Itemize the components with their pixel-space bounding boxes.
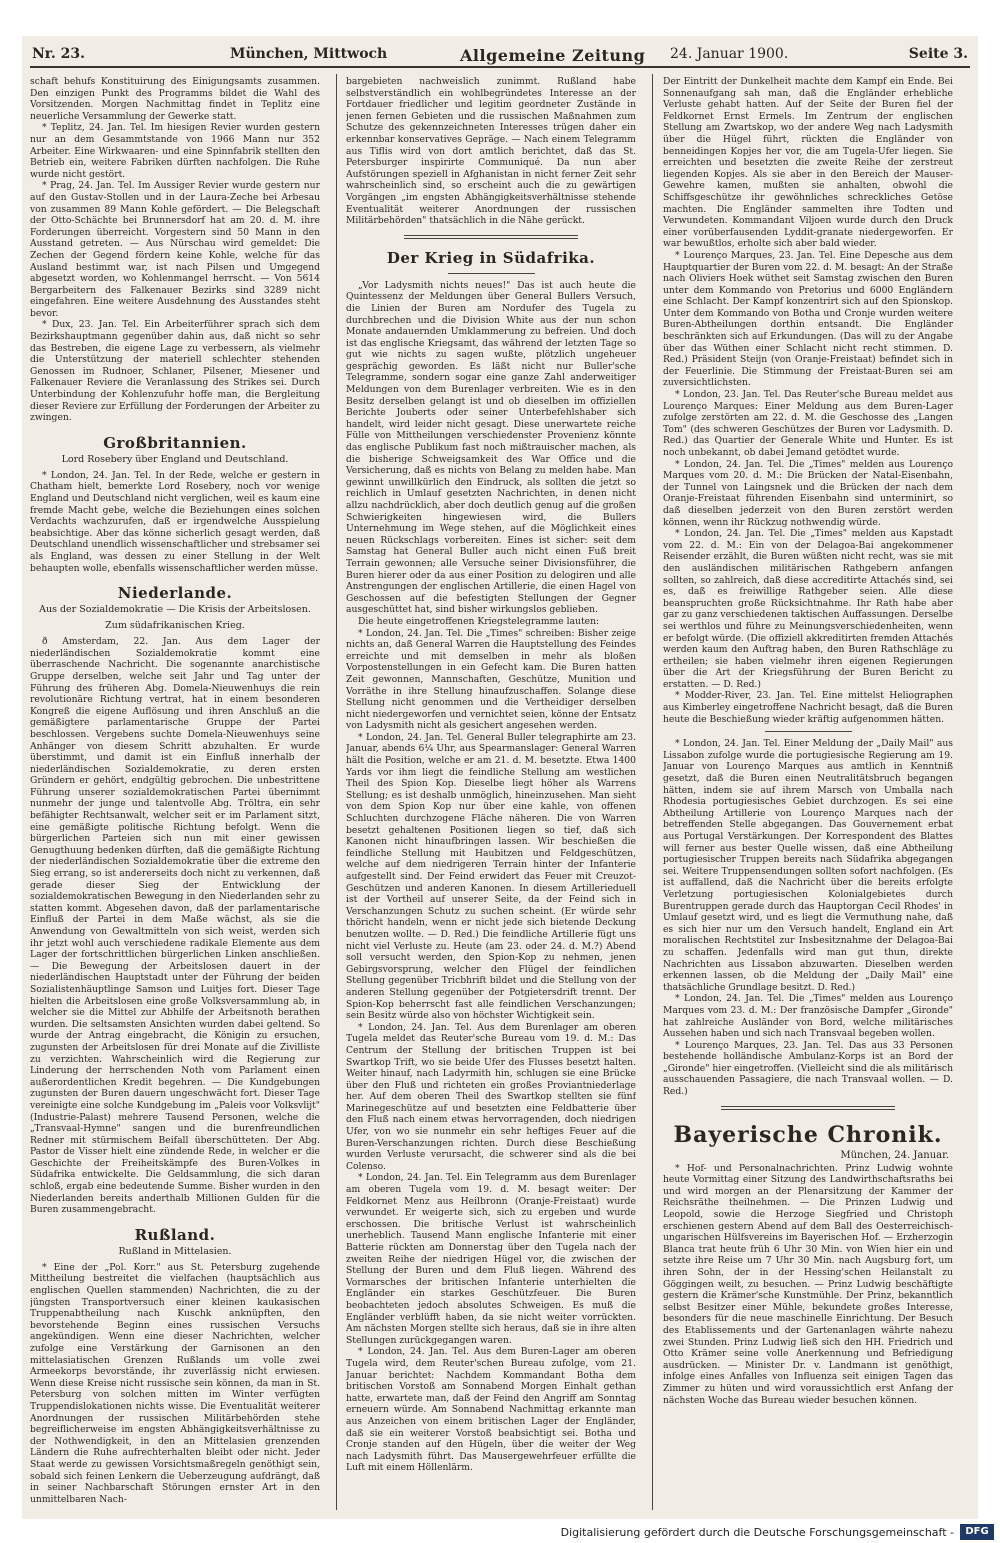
article-paragraph: * Lourenço Marques, 23. Jan. Tel. Eine Depesche aus dem Hauptquartier der Buren vom 22. d. M. besagt: An der Straße nach Oliviers Hoek wüthet seit Samstag zwischen den Buren unter dem Kommando von Pretorius und 6000 Engländern eine Schlacht. Der Kampf konzentrirt sich auf den Spionskop. Unter dem Kommando von Botha und Cronje wurden weitere Buren-Abtheilungen dorthin entsandt. Die Engländer beschränkten sich auf Erkundungen. (Das will zu der Angabe über das Wüthen einer Schlacht nicht recht stimmen. D. Red.) Präsident Steijn (von Oranje-Freistaat) befindet sich in der Feuerlinie. Die Stimmung der Freistaat-Buren sei am zuversichtlichsten. — [663, 249, 953, 389]
article-paragraph: * London, 24. Jan. Tel. In der Rede, welche er gestern in Chatham hielt, bemerkte Lord Rosebery, noch vor wenige England und Deutschland nicht verglichen, weil es kaum eine fremde Macht gebe, welche die Beziehungen eines solchen Verdachts wachzurufen, daß er irgendwelche Ausspielung beabsichtige. Aber das könne sicherlich gesagt werden, daß Deutschland unendlich wissenschaftlicher und strebsamer sei als England, was dessen zu einer Stellung in der Welt behaupten wolle, ebenfalls wissenschaftlicher werden müsse. — [30, 469, 320, 574]
dateline: München, 24. Januar. — [840, 1149, 949, 1161]
section-divider — [765, 731, 852, 732]
section-divider — [404, 235, 578, 239]
section-subheading: Zum südafrikanischen Krieg. — [105, 620, 245, 632]
section-subheading: Lord Rosebery über England und Deutschland. — [61, 453, 289, 465]
column-1 — [30, 76, 320, 1508]
article-paragraph: „Vor Ladysmith nichts neues!" Das ist auch heute die Quintessenz der Meldungen über General Bullers Versuch, die Linien der Buren am Nordufer des Tugela zu durchbrechen und die Division White aus der nun schon Monate andauernden Umklammerung zu befreien. Und doch ist das englische Kriegsamt, das während der letzten Tage so gut wie nichts zu sagen wußte, plötzlich ungeheuer gesprächig geworden. Es läßt nicht nur Buller'sche Telegramme, sondern sogar eine ganze Zahl anderweitiger Meldungen von dem Burenlager verbreiten. Wie es in den Besitz derselben gelangt ist und ob dieselben im offiziellen Berichte Jouberts oder seiner Unterbefehlshaber sich handelt, wird leider nicht gesagt. Diese unerwartete reiche Fülle von Mittheilungen verschiedenster Provenienz könnte das englische Publikum fast noch mißtrauischer machen, als die bisherige Schweigsamkeit des War Office und die Versicherung, daß es nichts von Belang zu melden habe. Man gewinnt unwillkürlich den Eindruck, als sollten die jetzt so reichlich in Umlauf gesetzten Nachrichten, in denen nicht allzu nachdrücklich, aber doch deutlich genug auf die großen Schwierigkeiten hingewiesen wird, die Bullers Unternehmung im Wege stehen, auf die Möglichkeit eines neuen Rückschlags vorbereiten. Eines ist sicher: seit dem Samstag hat General Buller auch nicht einen Fuß breit Terrain gewonnen; alle Versuche seiner Divisionsführer, die Buren hierer oder da aus einer Position zu delogiren und alle Anstrengungen der englischen Artillerie, die einen Hagel von Geschossen auf die befestigten Stellungen der Gegner ausgeschüttet hat, sind bisher wirkungslos geblieben. — [346, 279, 636, 616]
section-subheading: Rußland in Mittelasien. — [118, 1245, 232, 1257]
article-paragraph: Die heute eingetroffenen Kriegstelegramme lauten: — [358, 615, 600, 627]
section-heading-krieg: Der Krieg in Südafrika. — [386, 248, 596, 267]
article-paragraph: * Hof- und Personalnachrichten. Prinz Ludwig wohnte heute Vormittag einer Sitzung des Landwirthschaftsraths bei und wird morgen an der Plenarsitzung der Kammer der Reichsräthe theilnehmen. — Die Prinzen Ludwig und Leopold, sowie die Herzoge Siegfried und Christoph erschienen gestern Abend auf dem Ball des Oesterreichisch-ungarischen Hülfsvereins im Bayerischen Hof. — Erzherzogin Blanca trat heute früh 6 Uhr 30 Min. von Wien hier ein und setzte ihre Reise um 7 Uhr 30 Min. nach Augsburg fort, um ihren Sohn, der in der Hessing'schen Heilanstalt zu Göggingen weilt, zu besuchen. — Prinz Ludwig beschäftigte gestern die Krämer'sche Kunstmühle. Der Prinz, bekanntlich selbst Besitzer einer Mühle, bekundete großes Interesse, besonders für die neue maschinelle Einrichtung. Der Besuch des Etablissements und der Gartenanlagen währte nahezu zwei Stunden. Prinz Ludwig ließ sich den HH. Friedrich und Otto Krämer seine volle Anerkennung und Befriedigung ausdrücken. — Minister Dr. v. Landmann ist genöthigt, infolge eines Anfalles von Influenza seit einigen Tagen das Zimmer zu hüten und wird voraussichtlich erst Anfang der nächsten Woche das Bureau wieder besuchen können. — [663, 1162, 953, 1406]
article-paragraph: * Lourenço Marques, 23. Jan. Tel. Das aus 33 Personen bestehende holländische Ambulanz-Korps ist an Bord der „Gironde" hier eingetroffen. (Vielleicht sind die als militärisch ausschauenden Passagiere, die nach Transvaal wollen. — D. Red.) — [663, 1039, 953, 1098]
section-heading-niederlande: Niederlande. — [117, 584, 233, 603]
page-number: Seite 3. — [908, 46, 968, 62]
issue-number: Nr. 23. — [32, 46, 85, 62]
dfg-logo: DFG — [960, 1524, 994, 1540]
article-paragraph: * Teplitz, 24. Jan. Tel. Im hiesigen Revier wurden gestern nur an dem Gesammtstande von 1966 Mann nur 352 Arbeiter. Eine Wirkwaaren- und eine Spinnfabrik stellten den Betrieb ein, weitere Fabriken dürften nachfolgen. Die Ruhe wurde nicht gestört. — [30, 122, 320, 180]
section-heading-grossbritannien: Großbritannien. — [103, 433, 247, 452]
article-paragraph: schaft behufs Konstituirung des Einigungsamts zusammen. Den einzigen Punkt des Programms bildet die Wahl des Vorsitzenden. Morgen Nachmittag findet in Teplitz eine neuerliche Versammlung der Gewerke statt. — [30, 76, 320, 122]
masthead — [30, 42, 970, 68]
article-paragraph: * Modder-River, 23. Jan. Tel. Eine mittelst Heliographen aus Kimberley eingetroffene Nachricht besagt, daß die Buren heute die Beschießung wieder kräftig aufgenommen hätten. — [663, 690, 953, 725]
article-paragraph: * London, 24. Jan. Tel. Die „Times" melden aus Lourenço Marques vom 23. d. M.: Der französische Dampfer „Gironde" hat zahlreiche Ausländer von Bord, welche militärisches Aussehen haben und sich nach Transvaal begeben wollen. — [663, 993, 953, 1040]
article-paragraph: * London, 24. Jan. Tel. Aus dem Burenlager am oberen Tugela meldet das Reuter'sche Bureau vom 19. d. M.: Das Centrum der Stellung der britischen Truppen ist bei Swartkop Trift, wo sie beide Ufer des Flusses besetzt halten. Weiter hinauf, nach Ladyrmith hin, schlugen sie eine Brücke über den Fluß und richteten ein großes Proviantniederlage her. Auf dem oberen Theil des Swartkop stellten sie fünf Marinegeschütze auf und besetzten eine Feldbatterie über den Fluß nach einem etwas hervorragenden, doch niedrigen Ufer, von wo sie nunmehr ein sehr heftiges Feuer auf die Buren-Verschanzungen richten. Durch diese Beschießung wurden Verluste verursacht, die schwerer sind als die bei Colenso. — [346, 1021, 636, 1172]
column-rule — [652, 74, 653, 1510]
section-subheading: Aus der Sozialdemokratie — Die Krisis der Arbeitslosen. — [39, 604, 311, 616]
article-paragraph: * London, 24. Jan. Tel. Die „Times" melden aus Kapstadt vom 22. d. M.: Ein von der Delagoa-Bai angekommener Reisender erzählt, die Buren wüßten nicht recht, was sie mit den ausländischen militärischen Rathgebern anfangen sollten, so zahlreich, daß diese accreditirte Attachés sind, sei es, daß es freiwillige Rathgeber seien. Alle diese beanspruchten große Rücksichtnahme. Ihr Rath habe aber gar zu ganz verschiedenen taktischen Auffassungen. Derselbe sei werthlos und führe zu Meinungsverschiedenheiten, wenn er befolgt würde. (Die offiziell akkreditirten fremden Attachés werden kaum den Auftrag haben, den Buren Rathschläge zu ertheilen; sie haben vielmehr ihren eigenen Regierungen über die Art der Kriegsführung der Buren Bericht zu erstatten. — D. Red.) — [663, 528, 953, 690]
article-paragraph: Der Eintritt der Dunkelheit machte dem Kampf ein Ende. Bei Sonnenaufgang sah man, daß die Engländer erhebliche Verluste gehabt hatten. Auf der Seite der Buren fiel der Feldkornet Ernst Ermels. Im Zentrum der englischen Stellung am Zwartskop, wo der andere Weg nach Ladysmith über die Hügel führt, rückten die Engländer von benneidingen Kopjes her vor, die am Tugela-Ufer liegen. Sie erreichten und besetzten die zweite Reihe der zerstreut liegenden Kopjes. Als sie aber in den Bereich der Mauser-Gewehre kamen, mußten sie anhalten, obwohl die Schiffsgeschütze ihr gewöhnliches schreckliches Getöse machten. Die Engländer sammelten ihre Todten und Verwundeten. Kommandant Viljoen wurde durch den Druck einer vorüberfausenden Lyddit-granate niedergeworfen. Er war bewußtlos, erholte sich aber bald wieder. — [663, 76, 953, 250]
article-paragraph: * Prag, 24. Jan. Tel. Im Aussiger Revier wurde gestern nur auf den Gustav-Stollen und in der Laura-Zeche bei Arbesau von zusammen 89 Mann Kohle gefördert. — Die Belegschaft der Otto-Schächte bei Brunnersdorf hat am 20. d. M. ihre Forderungen überreicht. Vorgestern sind 50 Mann in den Ausstand getreten. — Aus Nürschau wird gemeldet: Die Zechen der Gegend fördern keine Kohle, welche für das Ausland bestimmt war, ist nach Pilsen und Umgegend abgesetzt worden, wo Kohlenmangel herrscht. — Von 5614 Bergarbeitern des Falkenauer Bezirks sind 3289 nicht eingefahren. Eine weitere Ausdehnung des Ausstandes steht bevor. — [30, 180, 320, 319]
section-heading-bayerische-chronik: Bayerische Chronik. — [673, 1121, 943, 1148]
article-paragraph: * London, 24. Jan. Tel. Die „Times" schreiben: Bisher zeige nichts an, daß General Warren die Hauptstellung des Feindes erreichte und mit demselben in mehr als bloßen Vorpostenstellungen in ein Gefecht kam. Die Buren hatten Zeit gewonnen, Mannschaften, Geschütze, Munition und Vorräthe in ihre Stellung hinaufzuschaffen. Solange diese Stellung nicht genommen und die Vertheidiger derselben nicht niedergeworfen und vernichtet seien, könne der Entsatz von Ladysmith nicht als gesichert angesehen werden. — [346, 627, 636, 732]
footer-credit: Digitalisierung gefördert durch die Deutsche Forschungsgemeinschaft - — [560, 1526, 954, 1539]
section-heading-russland: Rußland. — [134, 1225, 216, 1244]
article-paragraph: bargebieten nachweislich zunimmt. Rußland habe selbstverständlich ein wohlbegründetes Interesse an der Fortdauer friedlicher und legitim geordneter Zustände in jenen fernen Gebieten und die russischen Maßnahmen zum Schutze des gekennzeichneten Interesses trügen daher ein erkennbar konservatives Gepräge. — Nach einem Telegramm aus Tiflis wird von dort amtlich berichtet, daß das St. Petersburger inspirirte Communiqué. Da nun aber Aufstörungen speziell in Afghanistan in nicht ferner Zeit sehr wahrscheinlich sind, so erscheint auch die zu gewärtigen Vorgängen „im engsten Abhängigkeitsverhältnisse stehende Eventualität weiterer Anordnungen der russischen Militärbehörden" thatsächlich in die Nähe gerückt. — [346, 76, 636, 227]
article-paragraph: * London, 24. Jan. Tel. General Buller telegraphirte am 23. Januar, abends 6¼ Uhr, aus Spearmanslager: General Warren hält die Position, welche er am 21. d. M. besetzte. Etwa 1400 Yards vor ihm liegt die feindliche Stellung am westlichen Theil des Spion Kop. Dieselbe liegt höher als Warrens Stellung; es ist deshalb unmöglich, hineinzusehen. Man sieht von dem Spion Kop nur über eine kahle, von offenen Schluchten durchzogene Fläche näheren. Die von Warren besetzt gehaltenen Positionen liegen so tief, daß sich Kanonen nicht hinaufbringen lassen. Wir beschießen die feindliche Stellung mit Haubitzen und Feldgeschützen, welche auf dem niedrigeren Terrain hinter der Infanterie aufgestellt sind. Der Feind erwidert das Feuer mit Creuzot-Geschützen und anderen Kanonen. In diesem Artillerieduell ist der Vortheil auf unserer Seite, da der Feind sich in Verschanzungen Schutz zu suchen scheint. (Er würde sehr thöricht handeln, wenn er nicht jede sich bietende Deckung benutzen wollte. — D. Red.) Die feindliche Artillerie fügt uns nicht viel Verluste zu. Heute (am 23. oder 24. d. M.?) Abend soll versucht werden, den Spion-Kop zu nehmen, jenen Gebirgsvorsprung, welcher den Flügel der feindlichen Stellung gegenüber Tricbhrift bildet und die Stellung von der anderen Stellung gegenüber der Potgietersdrift trennt. Der Spion-Kop beherrscht fast alle feindlichen Verschanzungen; sein Besitz würde also von höchster Wichtigkeit sein. — [346, 731, 636, 1022]
footer — [0, 1522, 1000, 1543]
issue-date: 24. Januar 1900. — [670, 46, 789, 62]
article-paragraph: * London, 24. Jan. Tel. Aus dem Buren-Lager am oberen Tugela wird, dem Reuter'schen Bureau zufolge, vom 21. Januar berichtet: Nachdem Kommandant Botha dem britischen Vorstoß am Sonnabend Morgen Einhalt gethan hatte, erwartete man, daß der Feind den Angriff am Sonntag erneuern würde. Am Sonnabend Nachmittag erkannte man aus Anzeichen von einem britischen Lager der Engländer, daß sie ein weiterer Vorstoß beabsichtigt sei. Botha und Cronje standen auf den Hügeln, über die weiter der Weg nach Ladysmith führt. Das Mausergewehrfeuer erfüllte die Luft mit einem Höllenlärm. — [346, 1346, 636, 1474]
city-weekday: München, Mittwoch — [230, 46, 388, 62]
column-rule — [336, 74, 337, 1510]
section-divider — [721, 1106, 895, 1110]
column-2 — [346, 76, 636, 1508]
article-paragraph: * Eine der „Pol. Korr." aus St. Petersburg zugehende Mittheilung bestreitet die vielfachen (hauptsächlich aus englischen Quellen stammenden) Nachrichten, die zu der jüngsten Transportversuch einer kleinen kaukasischen Truppenabtheilung nach Kuschk anknüpften, den bevorstehende Beginn eines russischen Versuchs angekündigen. Wenn eine dieser Nachrichten, welcher zufolge eine Verstärkung der Garnisonen an den mittelasiatischen Grenzen Rußlands um volle zwei Armeekorps bevorstände, ihr zuverlässig nicht erwiesen. Wenn diese Kreise nicht russische sein können, da man in St. Petersburg von solchen mitten im Winter verfügten Truppendislokationen nichts wisse. Die Eventualität weiterer Anordnungen der russischen Militärbehörden stehe begreiflicherweise im engsten Abhängigkeitsverhältnisse zu der Nothwendigkeit, in den an Mittelasien grenzenden Ländern die Ruhe aufrechterhalten bleibt oder nicht. Jeder Staat werde zu gewissen Vorsichtsmaßregeln genöthigt sein, sobald sich feinen Lenkern die Ueberzeugung aufdrängt, daß in seiner Nachbarschaft Störungen ernster Art in den unmittelbaren Nach- — [30, 1261, 320, 1505]
article-paragraph: * London, 23. Jan. Tel. Das Reuter'sche Bureau meldet aus Lourenço Marques: Einer Meldung aus dem Buren-Lager zufolge zerstörten am 22. d. M. die Geschosse des „Langen Tom" (des schweren Geschützes der Buren vor Ladysmith. D. Red.) das Quartier der Generale White und Hunter. Es ist noch unbekannt, ob dabei Jemand getödtet wurde. — [663, 389, 953, 458]
article-paragraph: * London, 24. Jan. Tel. Die „Times" melden aus Lourenço Marques vom 20. d. M.: Die Brücken der Natal-Eisenbahn, der Tunnel von Laingsnek und die Brücken der nach dem Oranje-Freistaat führenden Eisenbahn sind unterminirt, so daß dieselben jederzeit von den Buren zerstört werden können, wenn ihr Rückzug nothwendig würde. — [663, 458, 953, 528]
article-paragraph: ð Amsterdam, 22. Jan. Aus dem Lager der niederländischen Sozialdemokratie kommt eine überraschende Nachricht. Die sogenannte anarchistische Gruppe derselben, welche seit Jahr und Tag unter der Führung des früheren Abg. Domela-Nieuwenhuys die rein revolutionäre Richtung vertrat, hat in einem besonderen Kongreß die eigene Auflösung und ihren Anschluß an die gemäßigtere parlamentarische Gruppe der Partei beschlossen. Vergebens suchte Domela-Nieuwenhuys seine Anhänger von diesem Schritt abzuhalten. Er wurde überstimmt, und damit ist ein Einfluß innerhalb der niederländischen Sozialdemokratie, zu deren ersten Gründern er gehört, endgültig gebrochen. Die unbestrittene Führung unserer sozialdemokratischen Partei übernimmt nunmehr der junge und talentvolle Abg. Tröltra, ein sehr befähigter Rechtsanwalt, welcher seit er im Parlament sitzt, eine gemäßigte politische Richtung befolgt. Wenn die bürgerlichen Parteien sich nun mit einer gewissen Genugthuung bedenken dürften, daß die gemäßigte Richtung der niederländischen Sozialdemokratie über die extreme den Sieg errang, so ist andererseits doch nicht zu verkennen, daß gerade dieser Sieg der Entwicklung der sozialdemokratischen Bewegung in den Niederlanden sehr zu statten kommt. Abgesehen davon, daß der parlamentarische Einfluß der Partei in dem Maße wächst, als sie die Anwendung von Gewaltmitteln von sich weist, werden sich ihr jetzt wohl auch verschiedene radikale Elemente aus dem Lager der fortschrittlichen bürgerlichen Linken anschließen. — Die Bewegung der Arbeitslosen dauert in der niederländischen Hauptstadt unter der Führung der beiden Sozialistenhäuptlinge Samson und Luitjes fort. Dieser Tage hielten die Arbeitslosen eine große Volksversammlung ab, in welcher sie die Mittel zur Abhilfe der Arbeitsnoth berathen wurden. Die seltsamsten Ansichten wurden dabei geltend. So wurde der Antrag eingebracht, die Königin zu ersuchen, zugunsten der Arbeitslosen für drei Monate auf die Zivilliste zu verzichten. Wahrscheinlich wird die Regierung zur Linderung der herrschenden Noth vom Parlament einen außerordentlichen Kredit begehren. — Die Kundgebungen zugunsten der Buren dauern ungeschwächt fort. Dieser Tage vereinigte eine solche Kundgebung im „Paleis voor Volksvlijt" (Industrie-Palast) mehrere Tausend Personen, welche die „Transvaal-Hymne" sangen und die burenfreundlichen Redner mit stürmischem Beifall überschütteten. Der Abg. Pastor de Visser hielt eine zündende Rede, in welcher er die Geschichte der Freiheitskämpfe des Buren-Volkes in Südafrika entwickelte. Die Geldsammlung, die sich daran schloß, ergab eine bedeutende Summe. Bisher wurden in den Niederlanden bereits anderthalb Millionen Gulden für die Buren zusammengebracht. — [30, 636, 320, 1216]
section-divider — [448, 273, 535, 274]
column-3 — [663, 76, 953, 1508]
article-paragraph: * London, 24. Jan. Tel. Einer Meldung der „Daily Mail" aus Lissabon zufolge wurde die portugiesische Regierung am 19. Januar von Lourenço Marques aus amtlich in Kenntniß gesetzt, daß die Buren einen Neutralitätsbruch begangen hätten, indem sie auf ihrem Marsch von Umballa nach Rhodesia portugiesisches Gebiet durchzogen. Es sei eine Abtheilung Artillerie von Lourenço Marques nach der betreffenden Stelle abgegangen. Das Gouvernement erbat aus Portugal Verstärkungen. Der Korrespondent des Blattes will ferner aus bester Quelle wissen, daß eine Abtheilung portugiesischer Truppen bereits nach Südafrika abgegangen sei. Weitere Truppensendungen sollten sofort nachfolgen. (Es ist auffallend, daß die Nachricht über die bereits erfolgte Verletzung portugiesischen Kolonialgebietes durch Burentruppen gerade durch das Hauptorgan Cecil Rhodes' in Umlauf gesetzt wird, und es liegt die Vermuthung nahe, daß es sich hier nur um den Versuch handelt, England ein Art moralischen Rechtstitel zur Insbesitznahme der Delagoa-Bai zu schaffen. Jedenfalls wird man gut thun, direkte Nachrichten aus Lissabon abzuwarten. Dieselben werden erkennen lassen, ob die Meldung der „Daily Mail" eine thatsächliche Grundlage besitzt. D. Red.) — [663, 738, 953, 993]
article-paragraph: * Dux, 23. Jan. Tel. Ein Arbeiterführer sprach sich dem Bezirkshauptmann gegenüber dahin aus, daß nicht so sehr das Bestreben, die eigene Lage zu verbessern, als vielmehr die Unterstützung der materiell schlechter stehenden Genossen im Rudnoer, Schlaner, Pilsener, Miesener und Falkenauer Reviere die Veranlassung des Strikes sei. Durch Unterbindung der Kohlenzufuhr hoffe man, die Bergleitung dieser Reviere zur Erfüllung der Forderungen der Arbeiter zu zwingen. — [30, 319, 320, 424]
article-paragraph: * London, 24. Jan. Tel. Ein Telegramm aus dem Burenlager am oberen Tugela vom 19. d. M. besagt weiter: Der Feldkornet Menz aus Heilbronn (Oranje-Freistaat) wurde verwundet. Er weigerte sich, sich zu ergeben und wurde erschossen. Die britische Verlust ist wahrscheinlich unerheblich. Tausend Mann englische Infanterie mit einer Batterie rückten am Donnerstag über den Tugela nach der zweiten Reihe der niedrigen Hügel vor, die zwischen der Stellung der Buren und dem Fluß liegen. Während des Vormarsches der britischen Infanterie unterhielten die Engländer ein starkes Geschützfeuer. Die Buren beobachteten jedoch absolutes Schweigen. Es muß die Engländer verblüfft haben, da sie nicht weiter vorrückten. Am nächsten Morgen stellte sich heraus, daß sie in ihre alten Stellungen zurückgegangen waren. — [346, 1172, 636, 1346]
newspaper-title: Allgemeine Zeitung — [460, 46, 646, 65]
